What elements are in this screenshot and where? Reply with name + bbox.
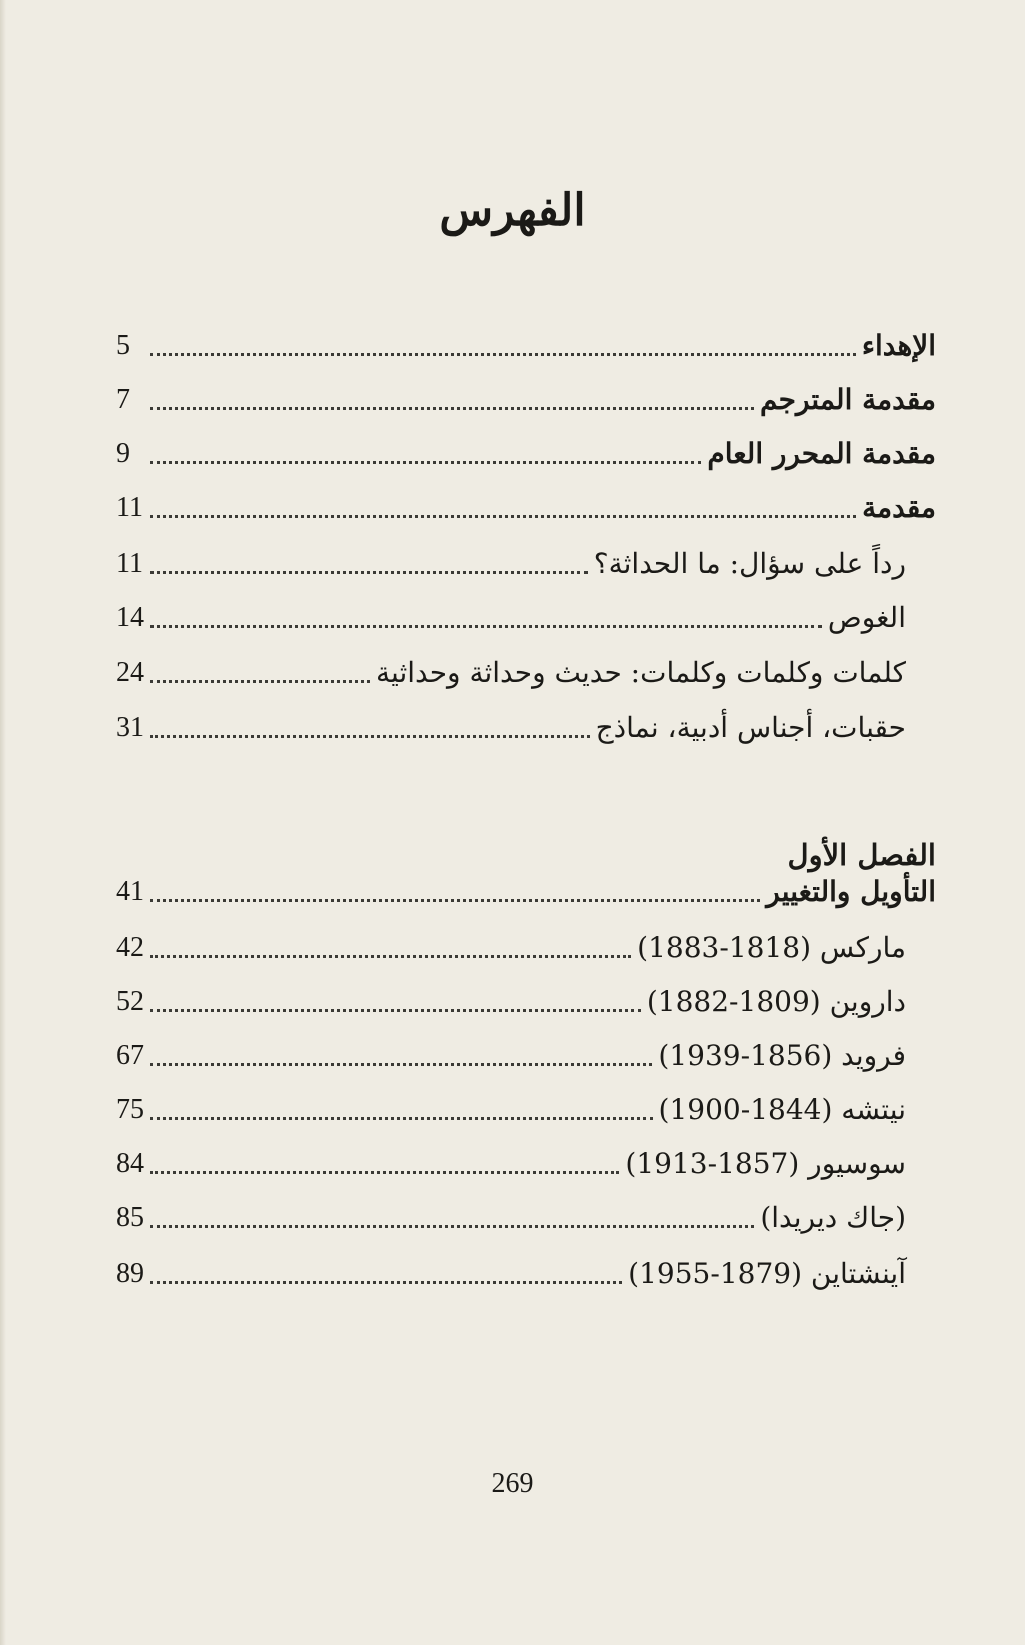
dot-leader xyxy=(150,955,631,958)
toc-entry-what-is-modernity[interactable] xyxy=(116,534,906,584)
page-number: 14 xyxy=(116,602,144,633)
toc-entry-interpretation-change[interactable] xyxy=(116,862,936,912)
page-number: 11 xyxy=(116,492,143,523)
toc-entry-diving[interactable] xyxy=(116,588,906,638)
page-number: 11 xyxy=(116,548,143,579)
page-number: 31 xyxy=(116,712,144,743)
toc-entry-nietzsche[interactable] xyxy=(116,1080,906,1130)
entry-label: مقدمة المحرر العام xyxy=(707,437,936,470)
dot-leader xyxy=(150,1281,622,1284)
entry-label: داروين (1809-1882) xyxy=(646,985,906,1018)
dot-leader xyxy=(150,680,370,683)
toc-entry-saussure[interactable] xyxy=(116,1134,906,1184)
dot-leader xyxy=(150,353,856,356)
toc-entry-words[interactable] xyxy=(116,643,906,693)
page-number: 24 xyxy=(116,657,144,688)
chapter-heading: الفصل الأول xyxy=(787,838,936,872)
dot-leader xyxy=(150,461,701,464)
entry-label: مقدمة xyxy=(862,491,936,524)
entry-label: التأويل والتغيير xyxy=(766,875,936,908)
dot-leader xyxy=(150,1171,619,1174)
page-number: 67 xyxy=(116,1040,144,1071)
dot-leader xyxy=(150,1063,652,1066)
dot-leader xyxy=(150,1117,653,1120)
toc-entry-darwin[interactable] xyxy=(116,972,906,1022)
entry-label: حقبات، أجناس أدبية، نماذج xyxy=(595,711,906,744)
page-number: 84 xyxy=(116,1148,144,1179)
toc-entry-translator-intro[interactable] xyxy=(116,370,936,420)
page-number: 5 xyxy=(116,330,130,361)
page-title: الفهرس xyxy=(439,185,586,236)
dot-leader xyxy=(150,515,856,518)
dot-leader xyxy=(150,571,588,574)
toc-entry-marx[interactable] xyxy=(116,918,906,968)
page-edge xyxy=(0,0,6,1645)
dot-leader xyxy=(150,1225,754,1228)
entry-label: رداً على سؤال: ما الحداثة؟ xyxy=(593,547,906,580)
entry-label: آينشتاين (1879-1955) xyxy=(628,1257,906,1290)
toc-entry-editor-intro[interactable] xyxy=(116,424,936,474)
page-number: 75 xyxy=(116,1094,144,1125)
toc-entry-introduction[interactable] xyxy=(116,478,936,528)
entry-label: مقدمة المترجم xyxy=(760,383,936,416)
page-number: 42 xyxy=(116,932,144,963)
page-folio-number: 269 xyxy=(491,1468,534,1499)
entry-label: ماركس (1818-1883) xyxy=(637,931,906,964)
entry-label: نيتشه (1844-1900) xyxy=(658,1093,906,1126)
page-number: 85 xyxy=(116,1202,144,1233)
page-number: 9 xyxy=(116,438,130,469)
toc-entry-derrida[interactable] xyxy=(116,1188,906,1238)
entry-label: فرويد (1856-1939) xyxy=(658,1039,906,1072)
dot-leader xyxy=(150,899,760,902)
entry-label: (جاك ديريدا) xyxy=(760,1201,906,1234)
toc-entry-periods-genres[interactable] xyxy=(116,698,906,748)
toc-entry-einstein[interactable] xyxy=(116,1244,906,1294)
page-number: 52 xyxy=(116,986,144,1017)
entry-label: الإهداء xyxy=(861,329,936,362)
dot-leader xyxy=(150,1009,641,1012)
dot-leader xyxy=(150,735,590,738)
toc-entry-dedication[interactable] xyxy=(116,316,936,366)
page-number: 89 xyxy=(116,1258,144,1289)
entry-label: الغوص xyxy=(827,601,906,634)
dot-leader xyxy=(150,407,754,410)
dot-leader xyxy=(150,625,822,628)
entry-label: سوسيور (1857-1913) xyxy=(625,1147,906,1180)
entry-label: كلمات وكلمات وكلمات: حديث وحداثة وحداثية xyxy=(376,656,906,689)
page-number: 7 xyxy=(116,384,130,415)
page-number: 41 xyxy=(116,876,144,907)
toc-entry-freud[interactable] xyxy=(116,1026,906,1076)
